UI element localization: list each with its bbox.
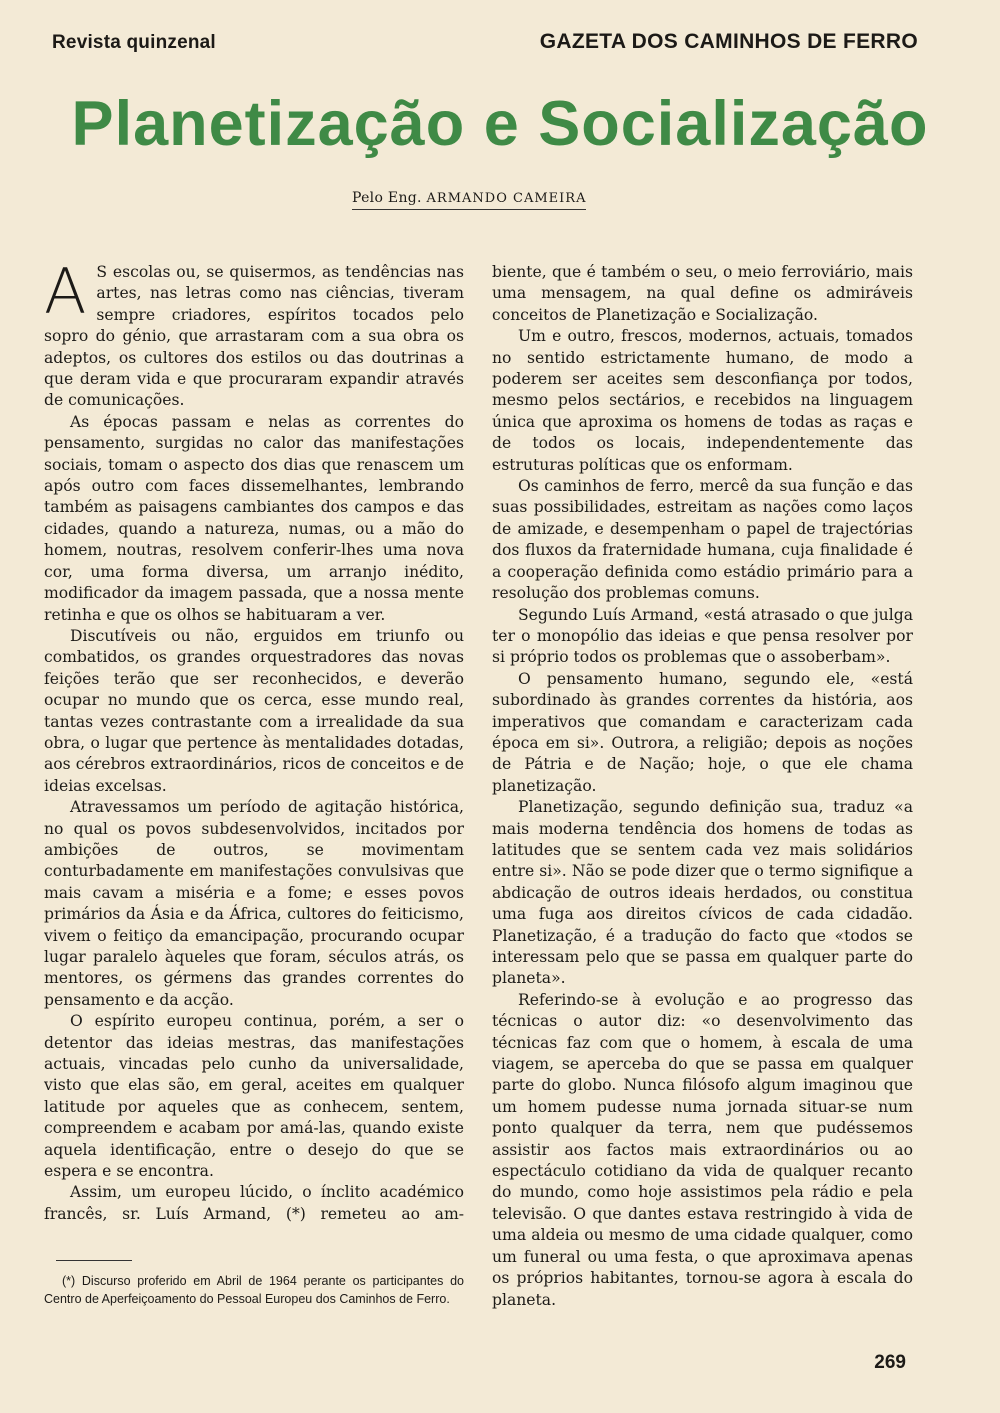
page-number: 269 [874, 1352, 906, 1373]
paragraph: biente, que é também o seu, o meio ferroviário, mais uma mensagem, na qual define os admiráveis conceitos de Planetização e Socialização. [492, 263, 913, 324]
right-column [492, 262, 913, 1311]
running-head-left: Revista quinzenal [52, 32, 216, 53]
byline-prefix: Pelo Eng. [352, 190, 422, 206]
author-name: ARMANDO CAMEIRA [426, 191, 587, 206]
paragraph: Discutíveis ou não, erguidos em triunfo ou combatidos, os grandes orquestradores das novas feições terão que ser reconhecidos, e deverão ocupar no mundo que os cerca, esse mundo real, tantas vezes contrastante com a irrealidade da sua obra, o lugar que pertence às mentalidades dotadas, aos cérebros extraordinários, ricos de conceitos e de ideias excelsas. [44, 626, 464, 795]
paragraph: Referindo-se à evolução e ao progresso das técnicas o autor diz: «o desenvolvimento das técnicas faz com que o homem, à escala de uma viagem, se aperceba do que se passa em qualquer parte do globo. Nunca filósofo algum imaginou que um homem pudesse numa jornada situar-se num ponto qualquer da terra, nem que pudéssemos assistir aos factos mais extraordinários ou ao espectáculo cotidiano da vida de qualquer recanto do mundo, como hoje assistimos pela rádio e pela televisão. O que dantes estava restringido à vida de uma aldeia ou mesmo de uma cidade qualquer, como um funeral ou uma festa, o que aproximava apenas os próprios habitantes, tornou-se agora à escala do planeta. [492, 990, 913, 1309]
paragraph [44, 255, 464, 412]
paragraph: Atravessamos um período de agitação histórica, no qual os povos subdesenvolvidos, incitados por ambições de outros, se movimentam conturbadamente em manifestações convulsivas que mais cavam a miséria e a fome; e esses povos primários da Ásia e da África, cultores do feiticismo, vivem o feitiço da emancipação, procurando ocupar lugar paralelo àqueles que foram, séculos atrás, os mentores, os gérmens das grandes correntes do pensamento e da acção. [44, 798, 464, 1009]
paragraph: As épocas passam e nelas as correntes do pensamento, surgidas no calor das manifestações sociais, tomam o aspecto dos dias que renascem um após outro com faces dissemelhantes, lembrando também as paisagens cambiantes dos campos e das cidades, quando a natureza, numas, ou a mão do homem, noutras, resolvem conferir-lhes uma nova cor, uma forma diversa, um arranjo inédito, modificador da imagem passada, que a nossa mente retinha e que os olhos se habituaram a ver. [44, 412, 464, 624]
footnote: (*) Discurso proferido em Abril de 1964 perante os participantes do Centro de Aperfeiçoamento do Pessoal Europeu dos Caminhos de Ferro. [44, 1274, 464, 1306]
byline [352, 190, 586, 210]
left-column [44, 255, 464, 1225]
paragraph-text: S escolas ou, se quisermos, as tendências nas artes, nas letras como nas ciências, tiveram sempre criadores, espíritos tocados pelo sopro do génio, que arrastaram com a sua obra os adeptos, os cultores dos estilos ou das doutrinas a que deram vida e que procuraram expandir através de comunicações. [44, 263, 464, 410]
paragraph: Assim, um europeu lúcido, o ínclito académico francês, sr. Luís Armand, (*) remeteu ao am- [44, 1183, 464, 1223]
paragraph: Os caminhos de ferro, mercê da sua função e das suas possibilidades, estreitam as nações como laços de amizade, e desempenham o papel de trajectórias dos fluxos da fraternidade humana, cuja finalidade é a cooperação definida como estádio primário para a resolução dos problemas comuns. [492, 477, 913, 603]
footnote-rule [56, 1260, 132, 1261]
article-title: Planetização e Socialização [71, 89, 929, 159]
drop-cap: A [44, 255, 87, 328]
paragraph: O espírito europeu continua, porém, a ser o detentor das ideias mestras, das manifestações actuais, vincadas pelo cunho da universalidade, visto que elas são, em geral, aceites em qualquer latitude por aqueles que as conhecem, sentem, compreendem e acabam por amá-las, quando existe aquela identificação, entre o desejo do que se espera e se encontra. [44, 1012, 464, 1181]
paragraph: Planetização, segundo definição sua, traduz «a mais moderna tendência dos homens de todas as latitudes que se sentem cada vez mais solidários entre si». Não se pode dizer que o termo signifique a abdicação de outros ideais herdados, ou constitua uma fuga aos direitos cívicos de cada cidadão. Planetização, é a tradução do facto que «todos se interessam pelo que se passa em qualquer parte do planeta». [492, 798, 913, 988]
paragraph: O pensamento humano, segundo ele, «está subordinado às grandes correntes da história, aos imperativos que comandam e caracterizam cada época em si». Outrora, a religião; depois as noções de Pátria e de Nação; hoje, o que ele chama planetização. [492, 669, 913, 795]
paragraph: Segundo Luís Armand, «está atrasado o que julga ter o monopólio das ideias e que pensa resolver por si próprio todos os problemas que o assoberbam». [492, 605, 913, 667]
paragraph: Um e outro, frescos, modernos, actuais, tomados no sentido estrictamente humano, de modo a poderem ser aceites sem desconfiança por todos, mesmo pelos sectários, e recebidos na linguagem única que aproxima os homens de todas as raças e de todos os locais, independentemente das estruturas políticas que os enformam. [492, 327, 913, 474]
running-head-right: GAZETA DOS CAMINHOS DE FERRO [539, 30, 918, 53]
